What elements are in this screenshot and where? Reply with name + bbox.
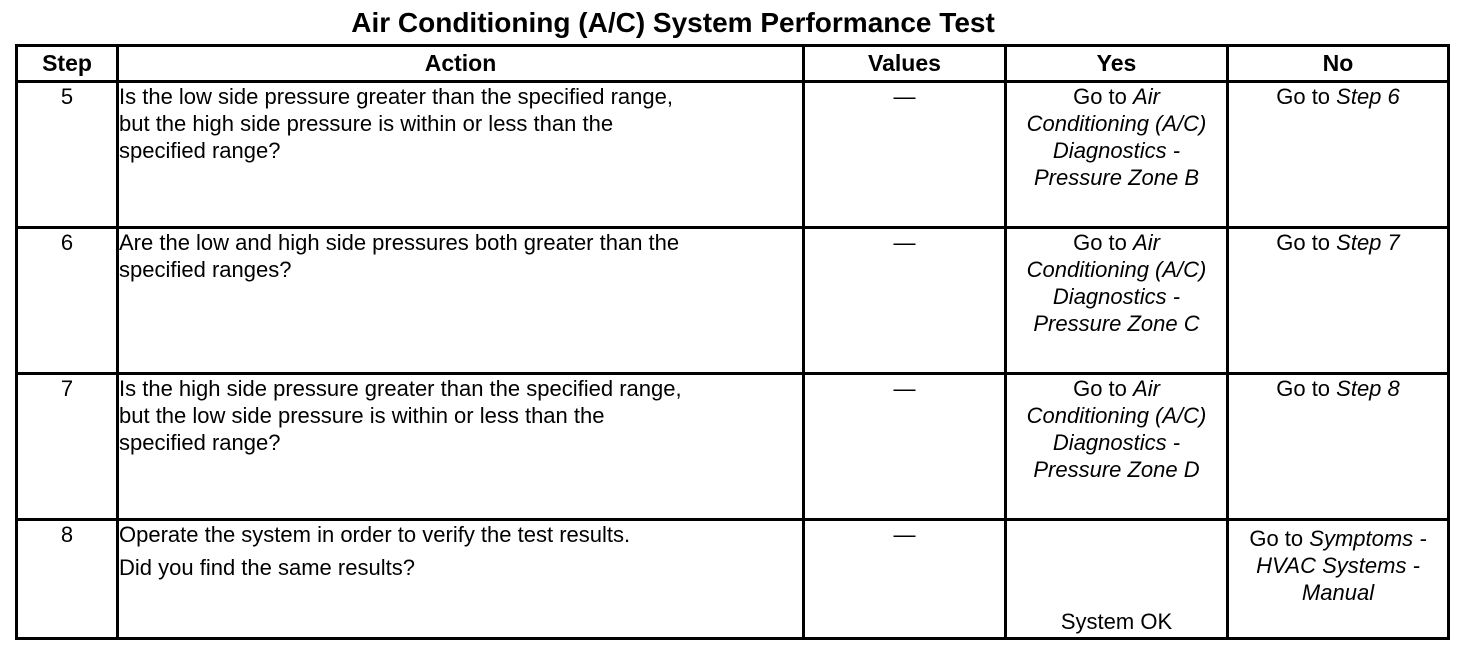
yes-link[interactable]: Diagnostics -	[1052, 284, 1181, 309]
header-row	[17, 46, 1449, 82]
table-row	[17, 228, 1449, 374]
no-cell	[1228, 520, 1449, 639]
yes-prefix: Go to	[1073, 84, 1134, 109]
step-number: 7	[17, 374, 118, 520]
no-cell	[1228, 82, 1449, 228]
yes-link[interactable]: Conditioning (A/C)	[1026, 403, 1207, 428]
header-yes: Yes	[1006, 46, 1228, 82]
action-text: but the high side pressure is within or less than the	[119, 111, 614, 136]
action-text: specified range?	[119, 430, 281, 455]
yes-link[interactable]: Air	[1133, 376, 1160, 401]
step-number: 6	[17, 228, 118, 374]
no-link[interactable]: - HVAC Systems	[1256, 526, 1427, 578]
no-link[interactable]: Step 6	[1336, 84, 1400, 109]
no-link[interactable]: Symptoms	[1309, 526, 1414, 551]
yes-cell	[1006, 228, 1228, 374]
no-cell	[1228, 374, 1449, 520]
no-prefix: Go to	[1276, 84, 1337, 109]
yes-link[interactable]: Pressure Zone D	[1033, 457, 1200, 482]
values-cell: —	[804, 228, 1006, 374]
table-row	[17, 82, 1449, 228]
yes-prefix: Go to	[1073, 376, 1134, 401]
yes-cell: System OK	[1006, 520, 1228, 639]
action-text: specified range?	[119, 138, 281, 163]
yes-link[interactable]: Air	[1133, 230, 1160, 255]
yes-link[interactable]: Diagnostics -	[1052, 430, 1181, 455]
action-text: Are the low and high side pressures both greater than the	[119, 230, 680, 255]
no-link[interactable]: - Manual	[1301, 553, 1420, 605]
no-prefix: Go to	[1276, 376, 1337, 401]
no-prefix: Go to	[1276, 230, 1337, 255]
yes-link[interactable]: Diagnostics -	[1052, 138, 1181, 163]
yes-link[interactable]: Conditioning (A/C)	[1026, 257, 1207, 282]
yes-cell	[1006, 82, 1228, 228]
header-action: Action	[118, 46, 804, 82]
yes-link[interactable]: Pressure Zone C	[1033, 311, 1200, 336]
yes-link[interactable]: Conditioning (A/C)	[1026, 111, 1207, 136]
action-cell	[118, 228, 804, 374]
no-cell	[1228, 228, 1449, 374]
header-values: Values	[804, 46, 1006, 82]
table-row	[17, 520, 1449, 639]
values-cell: —	[804, 82, 1006, 228]
yes-link[interactable]: Pressure Zone B	[1033, 165, 1200, 190]
action-text: Operate the system in order to verify the test results.	[119, 522, 631, 547]
action-cell	[118, 520, 804, 639]
yes-cell	[1006, 374, 1228, 520]
no-link[interactable]: Step 7	[1336, 230, 1400, 255]
action-question: Did you find the same results?	[119, 555, 415, 580]
step-number: 5	[17, 82, 118, 228]
no-prefix: Go to	[1249, 526, 1310, 551]
table-row	[17, 374, 1449, 520]
header-no: No	[1228, 46, 1449, 82]
action-cell	[118, 374, 804, 520]
diagnostic-table	[15, 44, 1450, 640]
action-text: specified ranges?	[119, 257, 292, 282]
action-text: Is the high side pressure greater than the specified range,	[119, 376, 682, 401]
yes-prefix: Go to	[1073, 230, 1134, 255]
values-cell: —	[804, 520, 1006, 639]
action-text: but the low side pressure is within or less than the	[119, 403, 605, 428]
no-link[interactable]: Step 8	[1336, 376, 1400, 401]
page-title: Air Conditioning (A/C) System Performance Test	[351, 7, 995, 38]
step-number: 8	[17, 520, 118, 639]
action-text: Is the low side pressure greater than the specified range,	[119, 84, 673, 109]
action-cell	[118, 82, 804, 228]
yes-link[interactable]: Air	[1133, 84, 1160, 109]
header-step: Step	[17, 46, 118, 82]
values-cell: —	[804, 374, 1006, 520]
